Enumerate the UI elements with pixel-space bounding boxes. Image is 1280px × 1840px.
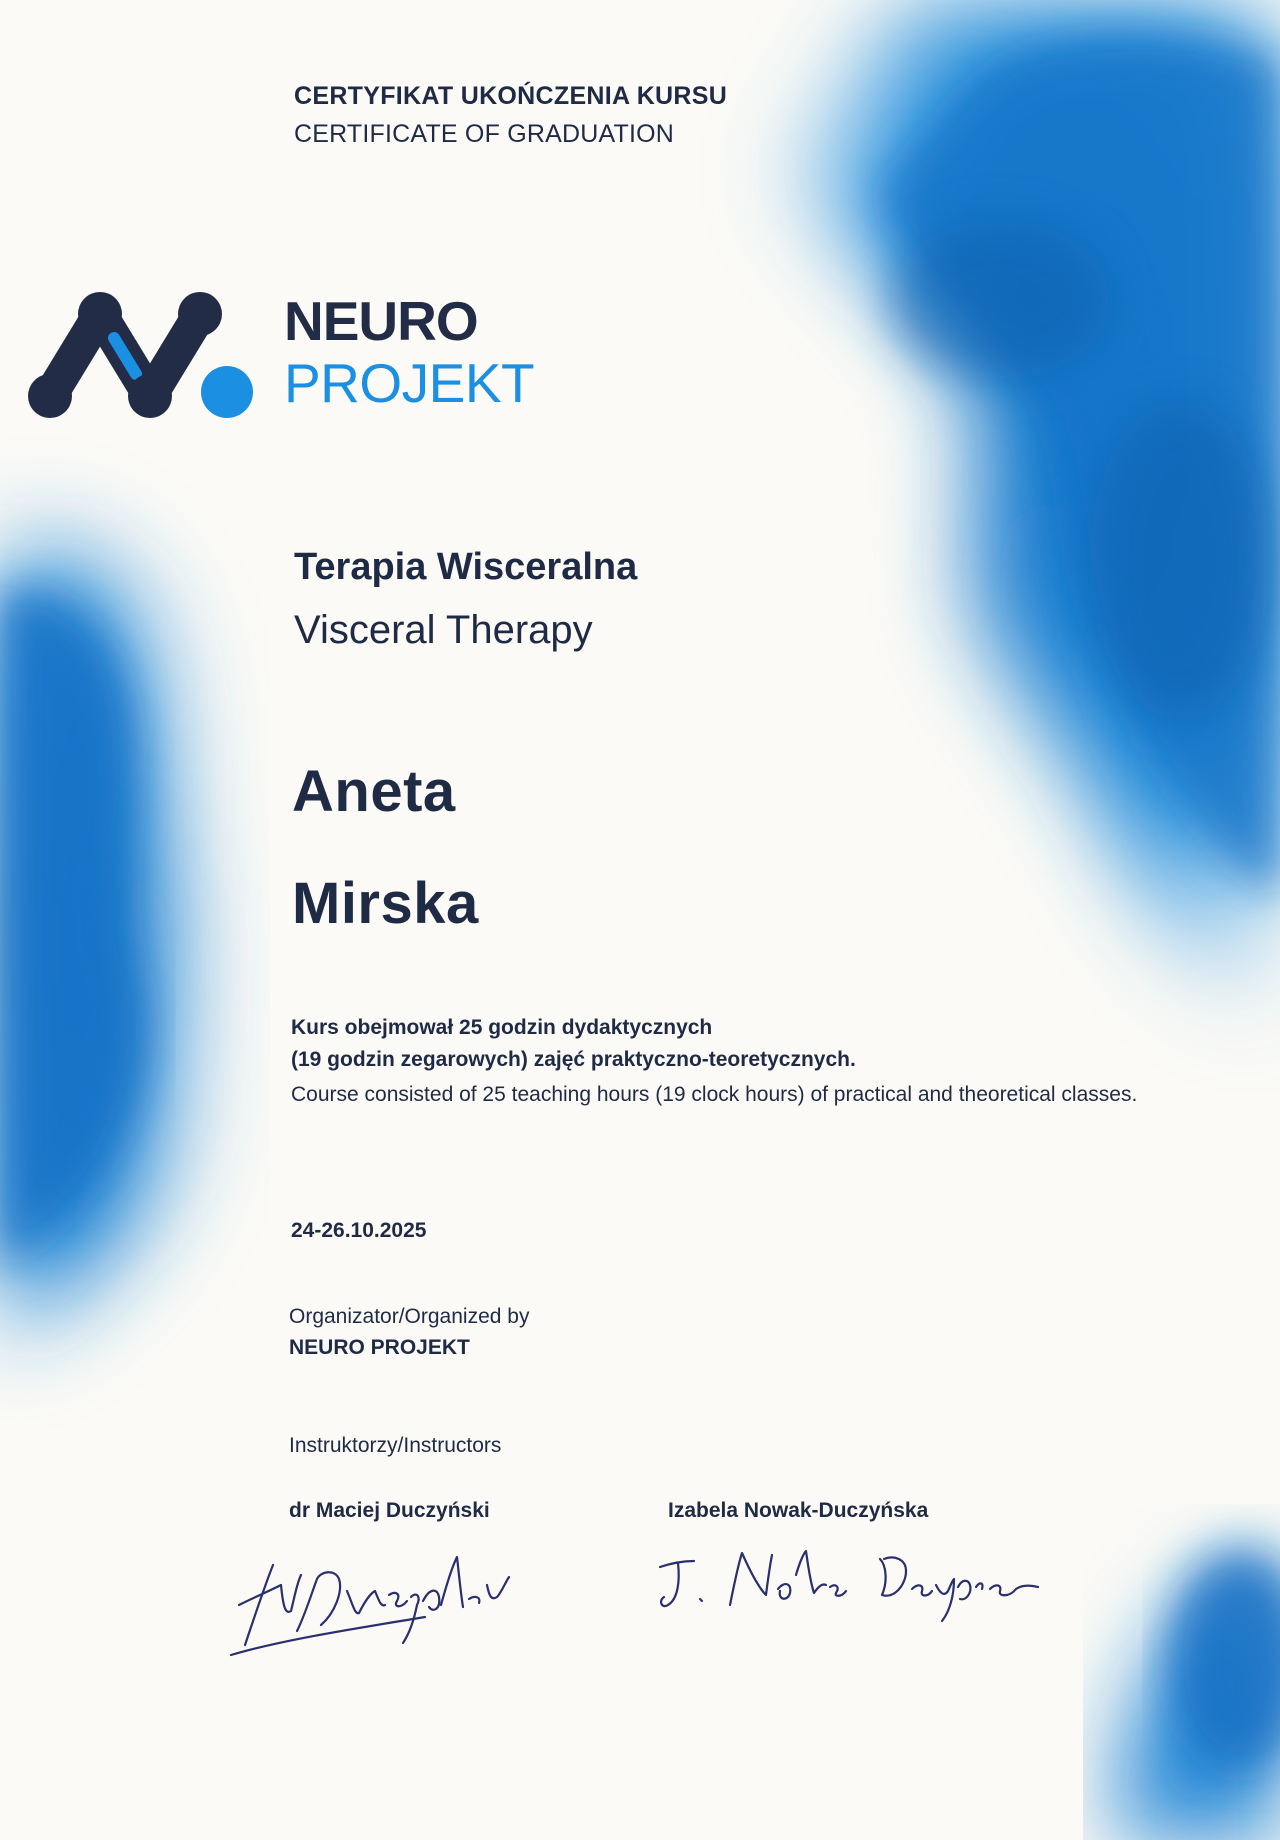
course-name-en: Visceral Therapy xyxy=(294,608,593,652)
instructor-name-2: Izabela Nowak-Duczyńska xyxy=(668,1499,929,1522)
certificate-title-en: CERTIFICATE OF GRADUATION xyxy=(294,120,675,148)
signature-izabela-nowak-duczynska xyxy=(650,1525,1100,1635)
neuro-projekt-logo-mark xyxy=(22,286,262,426)
participant-last-name: Mirska xyxy=(292,871,479,936)
signature-maciej-duczynski xyxy=(225,1535,545,1665)
course-description-en: Course consisted of 25 teaching hours (19 clock hours) of practical and theoretical classes. xyxy=(291,1083,1138,1106)
brand-name-line1: NEURO xyxy=(284,290,478,352)
course-description-pl-line1: Kurs obejmował 25 godzin dydaktycznych xyxy=(291,1016,713,1039)
course-date: 24-26.10.2025 xyxy=(291,1219,427,1242)
instructors-label: Instruktorzy/Instructors xyxy=(289,1434,502,1457)
organizer-name: NEURO PROJEKT xyxy=(289,1336,470,1359)
brand-name-line2: PROJEKT xyxy=(284,352,535,414)
course-name-pl: Terapia Wisceralna xyxy=(294,546,638,588)
organizer-label: Organizator/Organized by xyxy=(289,1305,530,1328)
participant-first-name: Aneta xyxy=(292,759,456,824)
certificate-title-pl: CERTYFIKAT UKOŃCZENIA KURSU xyxy=(294,82,728,110)
instructor-name-1: dr Maciej Duczyński xyxy=(289,1499,490,1522)
course-description-pl-line2: (19 godzin zegarowych) zajęć praktyczno-teoretycznych. xyxy=(291,1048,856,1071)
